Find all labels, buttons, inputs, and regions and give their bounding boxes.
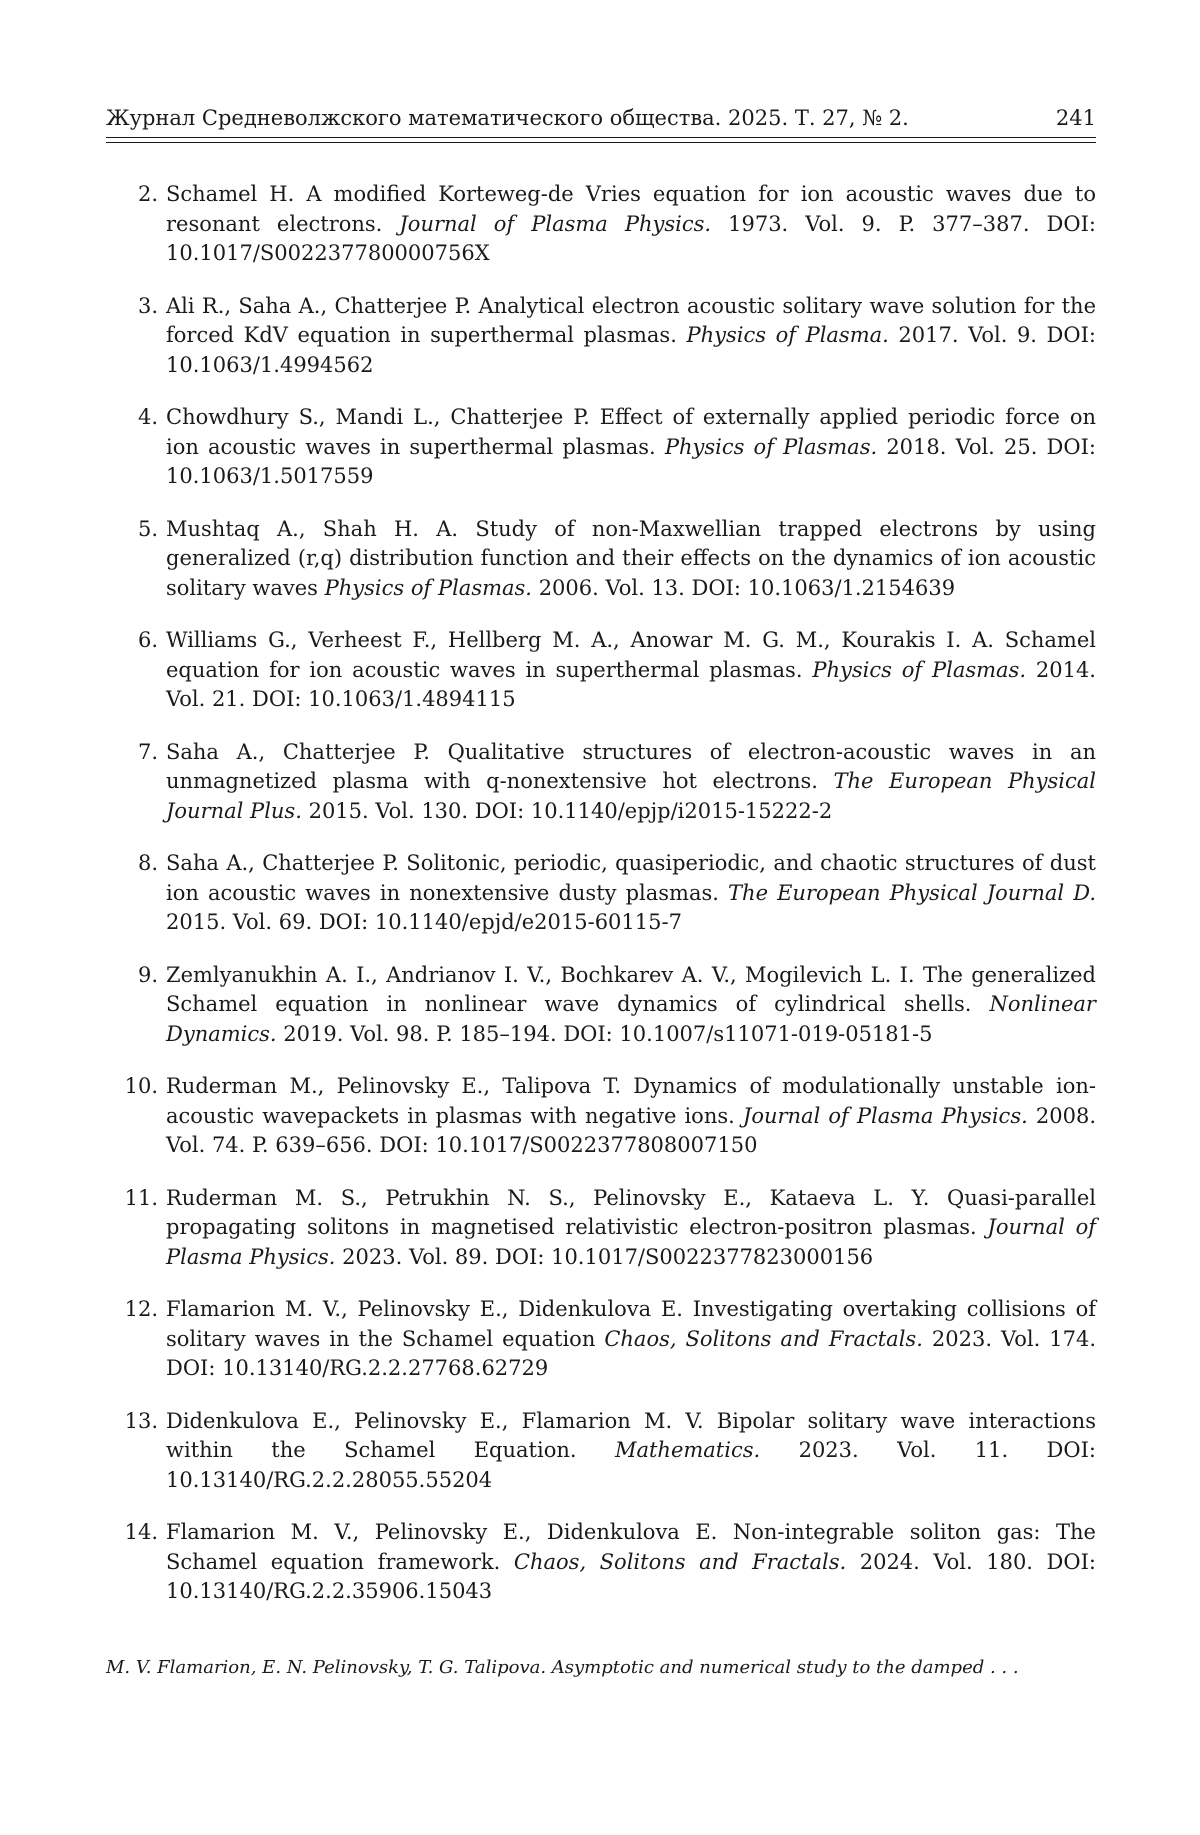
reference-authors-title: Saha A., Chatterjee P. Solitonic, periodic, quasiperiodic, and chaotic structures of dust ion acoustic waves in nonextensive dusty plasmas. (166, 851, 1096, 905)
reference-authors-title: Ruderman M., Pelinovsky E., Talipova T. Dynamics of modulationally unstable ion-acoustic wavepackets in plasmas with negative ions. (166, 1074, 1096, 1128)
reference-authors-title: Flamarion M. V., Pelinovsky E., Didenkulova E. Investigating overtaking collisions of solitary waves in the Schamel equation (166, 1297, 1096, 1351)
reference-details: 2017. Vol. 9. DOI: 10.1063/1.4994562 (166, 323, 1096, 377)
running-head (106, 104, 1096, 132)
reference-journal: Journal of Plasma Physics. (399, 211, 712, 236)
reference-text (166, 403, 1096, 492)
reference-details: 2023. Vol. 174. DOI: 10.13140/RG.2.2.27768.62729 (166, 1326, 1096, 1380)
reference-text (166, 1407, 1096, 1496)
header-rule-top (106, 137, 1096, 138)
journal-title: Журнал Средневолжского математического общества. 2025. Т. 27, № 2. (106, 106, 909, 130)
reference-details: 2018. Vol. 25. DOI: 10.1063/1.5017559 (166, 434, 1096, 488)
reference-details: 1973. Vol. 9. P. 377–387. DOI: 10.1017/S002237780000756X (166, 211, 1096, 265)
reference-number: 7. (137, 739, 158, 764)
reference-journal: Physics of Plasmas. (812, 657, 1027, 682)
reference-text (166, 849, 1096, 938)
reference-item (106, 515, 1096, 604)
reference-number: 9. (137, 962, 158, 987)
reference-journal: The European Physical Journal Plus. (166, 769, 1096, 823)
reference-details: 2023. Vol. 11. DOI: 10.13140/RG.2.2.28055.55204 (166, 1438, 1096, 1492)
reference-authors-title: Flamarion M. V., Pelinovsky E., Didenkulova E. Non-integrable soliton gas: The Schamel equation framework. (166, 1520, 1096, 1574)
reference-authors-title: Ali R., Saha A., Chatterjee P. Analytical electron acoustic solitary wave solution for the forced KdV equation in superthermal plasmas. (166, 293, 1096, 347)
reference-authors-title: Chowdhury S., Mandi L., Chatterjee P. Effect of externally applied periodic force on ion acoustic waves in superthermal plasmas. (166, 405, 1096, 459)
reference-journal: Mathematics. (614, 1438, 761, 1462)
page-number: 241 (1055, 106, 1096, 130)
reference-item (106, 1407, 1096, 1496)
reference-number: 6. (137, 628, 158, 652)
reference-item (106, 1072, 1096, 1161)
reference-journal: Chaos, Solitons and Fractals. (513, 1549, 847, 1574)
reference-journal: Physics of Plasmas. (664, 434, 878, 459)
reference-text (166, 738, 1096, 827)
reference-item (106, 1184, 1096, 1273)
reference-number: 2. (137, 182, 158, 206)
reference-journal: The European Physical Journal D. (728, 880, 1096, 905)
reference-text (166, 961, 1096, 1050)
reference-text (166, 292, 1096, 381)
reference-number: 12. (124, 1297, 158, 1321)
reference-journal: Nonlinear Dynamics. (166, 992, 1096, 1046)
reference-journal: Chaos, Solitons and Fractals. (604, 1326, 923, 1351)
reference-item (106, 1295, 1096, 1384)
reference-authors-title: Schamel H. A modified Korteweg-de Vries equation for ion acoustic waves due to resonant electrons. (166, 182, 1096, 236)
reference-text (166, 1518, 1096, 1607)
reference-item (106, 403, 1096, 492)
reference-authors-title: Ruderman M. S., Petrukhin N. S., Pelinovsky E., Kataeva L. Y. Quasi-parallel propagating solitons in magnetised relativistic electron-positron plasmas. (166, 1185, 1096, 1239)
reference-item (106, 180, 1096, 269)
running-foot: M. V. Flamarion, E. N. Pelinovsky, T. G. Talipova. Asymptotic and numerical study to the damped . . . (106, 1657, 1019, 1678)
reference-number: 11. (124, 1185, 158, 1210)
reference-details: 2023. Vol. 89. DOI: 10.1017/S0022377823000156 (342, 1244, 874, 1269)
reference-journal: Journal of Plasma Physics. (742, 1103, 1028, 1128)
reference-item (106, 849, 1096, 938)
reference-authors-title: Mushtaq A., Shah H. A. Study of non-Maxwellian trapped electrons by using generalized (r,q) distribution function and their effects on the dynamics of ion acoustic solitary waves (166, 516, 1096, 600)
reference-journal: Journal of Plasma Physics. (166, 1215, 1096, 1269)
reference-number: 10. (124, 1074, 158, 1098)
reference-text (166, 1184, 1096, 1273)
reference-authors-title: Zemlyanukhin A. I., Andrianov I. V., Bochkarev A. V., Mogilevich L. I. The generalized Schamel equation in nonlinear wave dynamics of cylindrical shells. (166, 962, 1096, 1016)
reference-text (166, 1072, 1096, 1161)
reference-item (106, 626, 1096, 715)
reference-details: 2015. Vol. 69. DOI: 10.1140/epjd/e2015-60115-7 (166, 910, 682, 934)
reference-details: 2006. Vol. 13. DOI: 10.1063/1.2154639 (538, 575, 956, 600)
reference-authors-title: Williams G., Verheest F., Hellberg M. A., Anowar M. G. M., Kourakis I. A. Schamel equation for ion acoustic waves in superthermal plasmas. (166, 628, 1096, 682)
reference-authors-title: Saha A., Chatterjee P. Qualitative structures of electron-acoustic waves in an unmagnetized plasma with q-nonextensive hot electrons. (166, 739, 1096, 793)
reference-details: 2008. Vol. 74. P. 639–656. DOI: 10.1017/S0022377808007150 (166, 1103, 1096, 1157)
reference-text (166, 626, 1096, 715)
reference-authors-title: Didenkulova E., Pelinovsky E., Flamarion M. V. Bipolar solitary wave interactions within the Schamel Equation. (166, 1408, 1096, 1462)
reference-text (166, 515, 1096, 604)
reference-number: 13. (124, 1408, 158, 1433)
header-rule-bottom (106, 142, 1096, 143)
reference-text (166, 1295, 1096, 1384)
reference-number: 8. (137, 851, 158, 875)
reference-number: 5. (137, 516, 158, 541)
reference-details: 2019. Vol. 98. P. 185–194. DOI: 10.1007/s11071-019-05181-5 (283, 1021, 933, 1046)
reference-details: 2015. Vol. 130. DOI: 10.1140/epjp/i2015-15222-2 (308, 798, 833, 823)
reference-details: 2024. Vol. 180. DOI: 10.13140/RG.2.2.35906.15043 (166, 1549, 1096, 1603)
reference-journal: Physics of Plasma. (686, 323, 889, 347)
reference-number: 4. (137, 405, 158, 429)
reference-number: 14. (124, 1520, 158, 1544)
reference-text (166, 180, 1096, 269)
reference-journal: Physics of Plasmas. (324, 575, 532, 600)
reference-item (106, 961, 1096, 1050)
reference-list (106, 180, 1096, 1630)
reference-item (106, 1518, 1096, 1607)
reference-number: 3. (137, 293, 158, 318)
reference-item (106, 738, 1096, 827)
reference-item (106, 292, 1096, 381)
reference-details: 2014. Vol. 21. DOI: 10.1063/1.4894115 (166, 657, 1096, 711)
